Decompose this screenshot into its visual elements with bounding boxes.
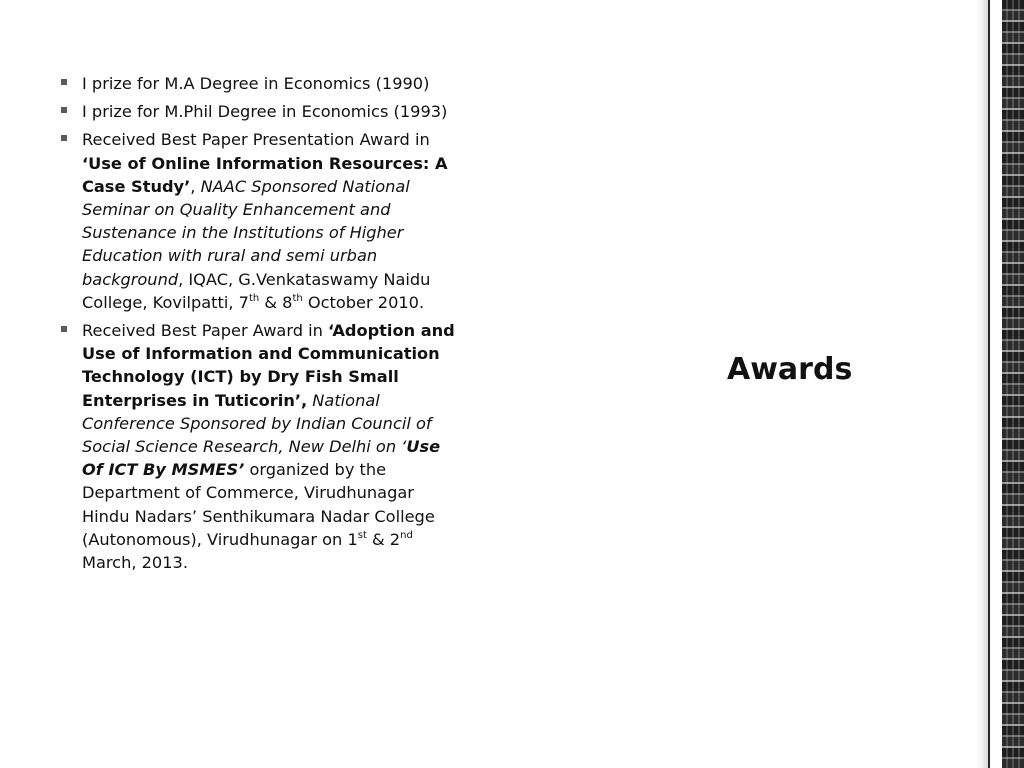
square-bullet-icon bbox=[61, 79, 67, 85]
awards-list bbox=[58, 72, 458, 579]
award-item-paper-presentation bbox=[58, 128, 458, 314]
award-item-mphil bbox=[58, 100, 458, 123]
date-text: October 2010. bbox=[302, 292, 425, 312]
film-strip-overlay bbox=[1002, 0, 1024, 768]
square-bullet-icon bbox=[61, 135, 67, 141]
square-bullet-icon bbox=[61, 326, 67, 332]
venue-text: , IQAC, G.Venkataswamy Naidu College, Kovilpatti, 7 bbox=[82, 269, 431, 312]
seminar-name: NAAC Sponsored National Seminar on Quality Enhancement and Sustenance in the Institutions of Higher Education with rural and semi urban background bbox=[82, 176, 410, 289]
slide-title: Awards bbox=[727, 352, 853, 387]
award-text-intro: Received Best Paper Presentation Award in bbox=[82, 130, 430, 150]
award-text: I prize for M.A Degree in Economics (1990) bbox=[82, 74, 430, 93]
paper-title: ‘Use of Online Information Resources: A Case Study’ bbox=[82, 153, 448, 196]
conference-theme: Use Of ICT By MSMES’ bbox=[82, 437, 441, 480]
award-text: I prize for M.Phil Degree in Economics (1993) bbox=[82, 102, 448, 122]
separator-text: , bbox=[190, 176, 201, 196]
paper-title: ‘Adoption and Use of Information and Communication Technology (ICT) by Dry Fish Small Enterprises in Tuticorin’, bbox=[82, 321, 455, 410]
ordinal-suffix: th bbox=[292, 292, 303, 304]
conference-name: National Conference Sponsored by Indian Council of Social Science Research, New Delhi on ‘ bbox=[82, 390, 432, 457]
square-bullet-icon bbox=[61, 107, 67, 113]
organizer-text: organized by the Department of Commerce, Virudhunagar Hindu Nadars’ Senthikumara Nadar College (Autonomous), Virudhunagar on 1 bbox=[82, 460, 435, 549]
date-text: March, 2013. bbox=[82, 553, 188, 573]
edge-divider-line bbox=[988, 0, 990, 768]
ordinal-suffix: th bbox=[248, 292, 260, 304]
award-item-best-paper bbox=[58, 319, 458, 574]
date-text: & 2 bbox=[366, 529, 401, 549]
date-text: & 8 bbox=[259, 292, 293, 312]
award-text-intro: Received Best Paper Award in bbox=[82, 321, 329, 341]
ordinal-suffix: st bbox=[357, 529, 367, 541]
award-item-ma bbox=[58, 72, 458, 95]
ordinal-suffix: nd bbox=[400, 529, 413, 541]
